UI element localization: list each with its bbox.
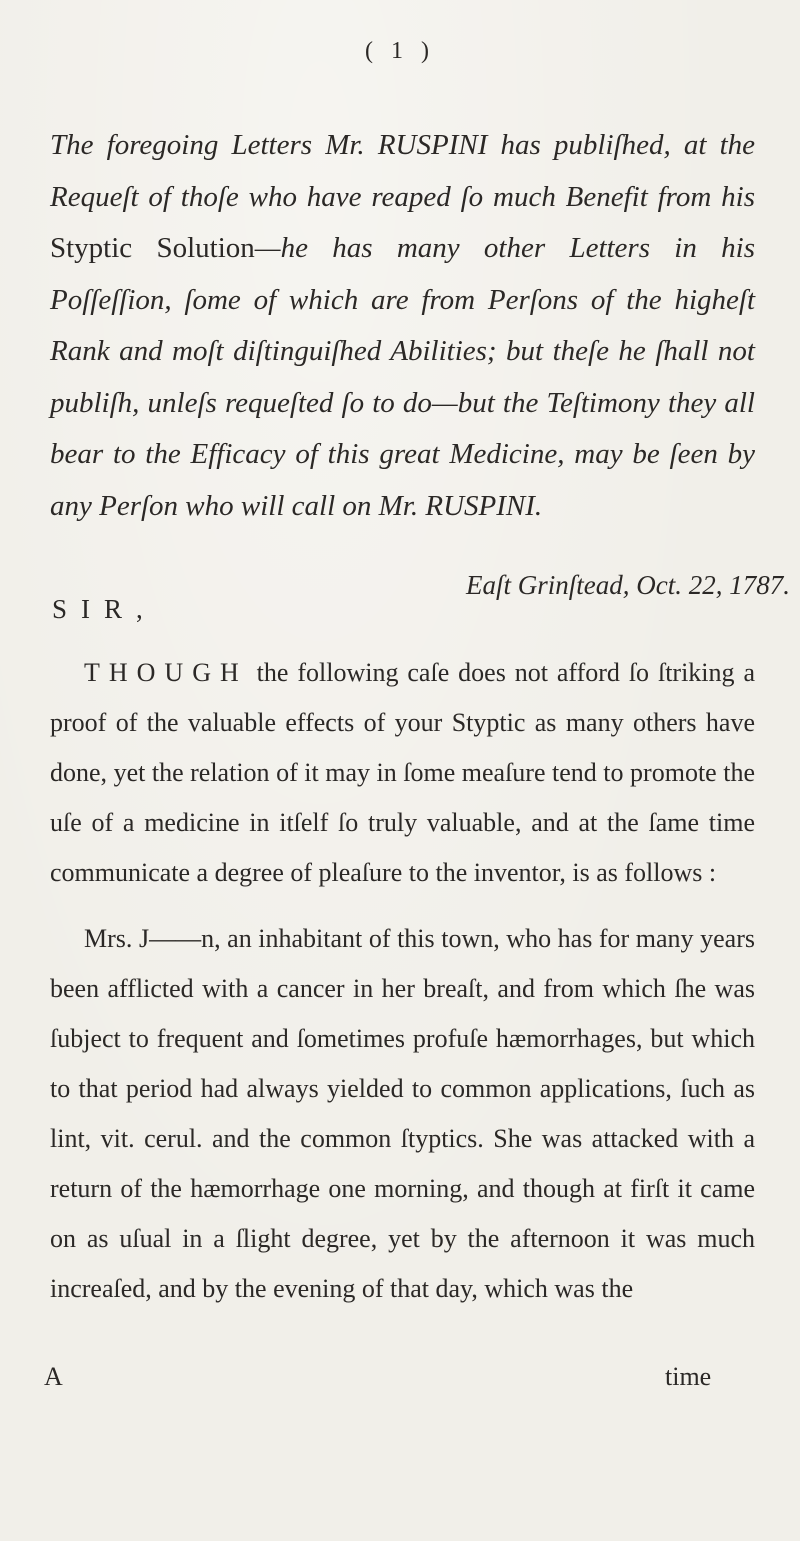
- signature-mark: A: [44, 1362, 63, 1391]
- catchword: time: [665, 1362, 712, 1391]
- letter-salutation: SIR,: [52, 594, 157, 624]
- intro-text-part-2: —he has many other Letters in his Poſſeſſion, ſome of which are from Perſons of the higheſt Rank and moſt diſtinguiſhed Abilities; but theſe he ſhall not publiſh, unleſs requeſted ſo to do—but the Teſtimony they all bear to the Efficacy of this great Medicine, may be ſeen by any Perſon who will call on Mr. RUSPINI.: [50, 232, 755, 522]
- intro-paragraph: [50, 120, 755, 532]
- intro-styptic-solution: Styptic Solution: [50, 232, 255, 264]
- letter-dateline: Eaſt Grinſtead, Oct. 22, 1787.: [466, 570, 790, 600]
- opening-word: THOUGH: [84, 658, 248, 687]
- letter-paragraph-1-text: the following caſe does not afford ſo ſtriking a proof of the valuable effects of your Styptic as many others have done, yet the relation of it may in ſome meaſure tend to promote the uſe of a medicine in itſelf ſo truly valuable, and at the ſame time communicate a degree of pleaſure to the inventor, is as follows :: [50, 658, 755, 887]
- page-number: ( 1 ): [365, 38, 435, 64]
- letter-paragraph-2: Mrs. J——n, an inhabitant of this town, who has for many years been afflicted with a cancer in her breaſt, and from which ſhe was ſubject to frequent and ſometimes profuſe hæmorrhages, but which to that period had always yielded to common applications, ſuch as lint, vit. cerul. and the common ſtyptics. She was attacked with a return of the hæmorrhage one morning, and though at firſt it came on as uſual in a ſlight degree, yet by the afternoon it was much increaſed, and by the evening of that day, which was the: [50, 924, 755, 1303]
- letter-paragraph-1: [50, 648, 755, 898]
- intro-text-part-1: The foregoing Letters Mr. RUSPINI has publiſhed, at the Requeſt of thoſe who have reaped ſo much Benefit from his: [50, 129, 755, 213]
- letter-body: [50, 648, 755, 1314]
